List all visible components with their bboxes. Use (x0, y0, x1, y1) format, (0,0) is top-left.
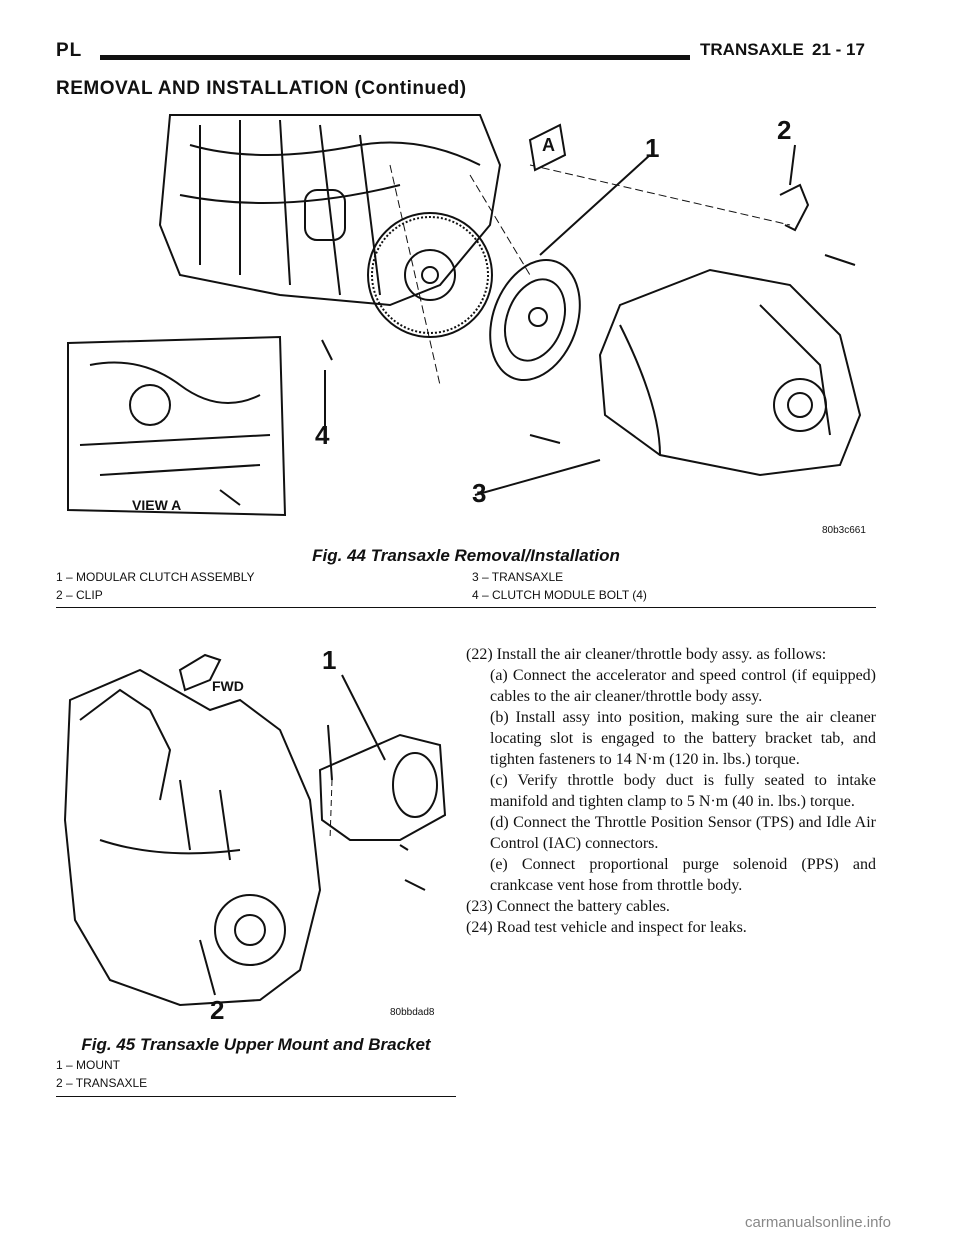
step-22d: (d) Connect the Throttle Position Sensor (TPS) and Idle Air Control (IAC) connectors. (490, 814, 876, 852)
fig45-callout-1: 1 (322, 645, 337, 675)
step-22e: (e) Connect proportional purge solenoid (PPS) and crankcase vent hose from throttle body. (490, 856, 876, 894)
fig45-callout-2: 2 (210, 995, 225, 1025)
step-22a: (a) Connect the accelerator and speed control (if equipped) cables to the air cleaner/throttle body assy. (490, 667, 876, 705)
step-24: (24) Road test vehicle and inspect for leaks. (466, 919, 747, 936)
fig45-drawing (60, 640, 455, 1025)
fig44-legend-item-4: 4 – CLUTCH MODULE BOLT (4) (472, 588, 647, 602)
watermark: carmanualsonline.info (745, 1214, 891, 1231)
fig44-view-label: VIEW A (132, 497, 182, 513)
fig44-callout-2: 2 (777, 115, 792, 145)
fig45-legend-rule (56, 1096, 456, 1097)
fig44-legend-item-1: 1 – MODULAR CLUTCH ASSEMBLY (56, 570, 255, 584)
fig44-legend-item-3: 3 – TRANSAXLE (472, 570, 564, 584)
fig44-illustration (60, 105, 880, 545)
fig44-callout-1: 1 (645, 133, 660, 163)
step-22c: (c) Verify throttle body duct is fully seated to intake manifold and tighten clamp to 5 N·m (40 in. lbs.) torque. (490, 772, 876, 810)
fig45-image-code: 80bbdad8 (390, 1007, 435, 1018)
header-manual-code: PL (56, 40, 83, 61)
fig44-legend-rule (56, 607, 876, 608)
header-page-number: 21 - 17 (812, 40, 865, 59)
fig45-caption: Fig. 45 Transaxle Upper Mount and Bracket (81, 1035, 431, 1054)
step-22b: (b) Install assy into position, making sure the air cleaner locating slot is engaged to the battery bracket tab, and tighten fasteners to 14 N·m (120 in. lbs.) torque. (490, 709, 876, 768)
step-23: (23) Connect the battery cables. (466, 898, 670, 915)
step-22: (22) Install the air cleaner/throttle body assy. as follows: (466, 646, 827, 663)
header-rule (100, 55, 690, 60)
section-title: REMOVAL AND INSTALLATION (Continued) (56, 78, 467, 99)
fig45-legend-item-1: 1 – MOUNT (56, 1058, 121, 1072)
fig45-legend-item-2: 2 – TRANSAXLE (56, 1076, 148, 1090)
fig44-callout-4: 4 (315, 420, 330, 450)
fig44-image-code: 80b3c661 (822, 525, 866, 536)
fig45-fwd-label: FWD (212, 678, 244, 694)
procedure-text (466, 644, 876, 938)
fig44-callout-3: 3 (472, 478, 487, 508)
fig45-illustration (60, 640, 455, 1025)
fig44-legend-item-2: 2 – CLIP (56, 588, 103, 602)
fig44-caption: Fig. 44 Transaxle Removal/Installation (312, 546, 620, 565)
fig44-callout-a: A (542, 135, 555, 155)
header-section-name: TRANSAXLE (700, 40, 804, 59)
fig44-drawing (60, 105, 880, 545)
